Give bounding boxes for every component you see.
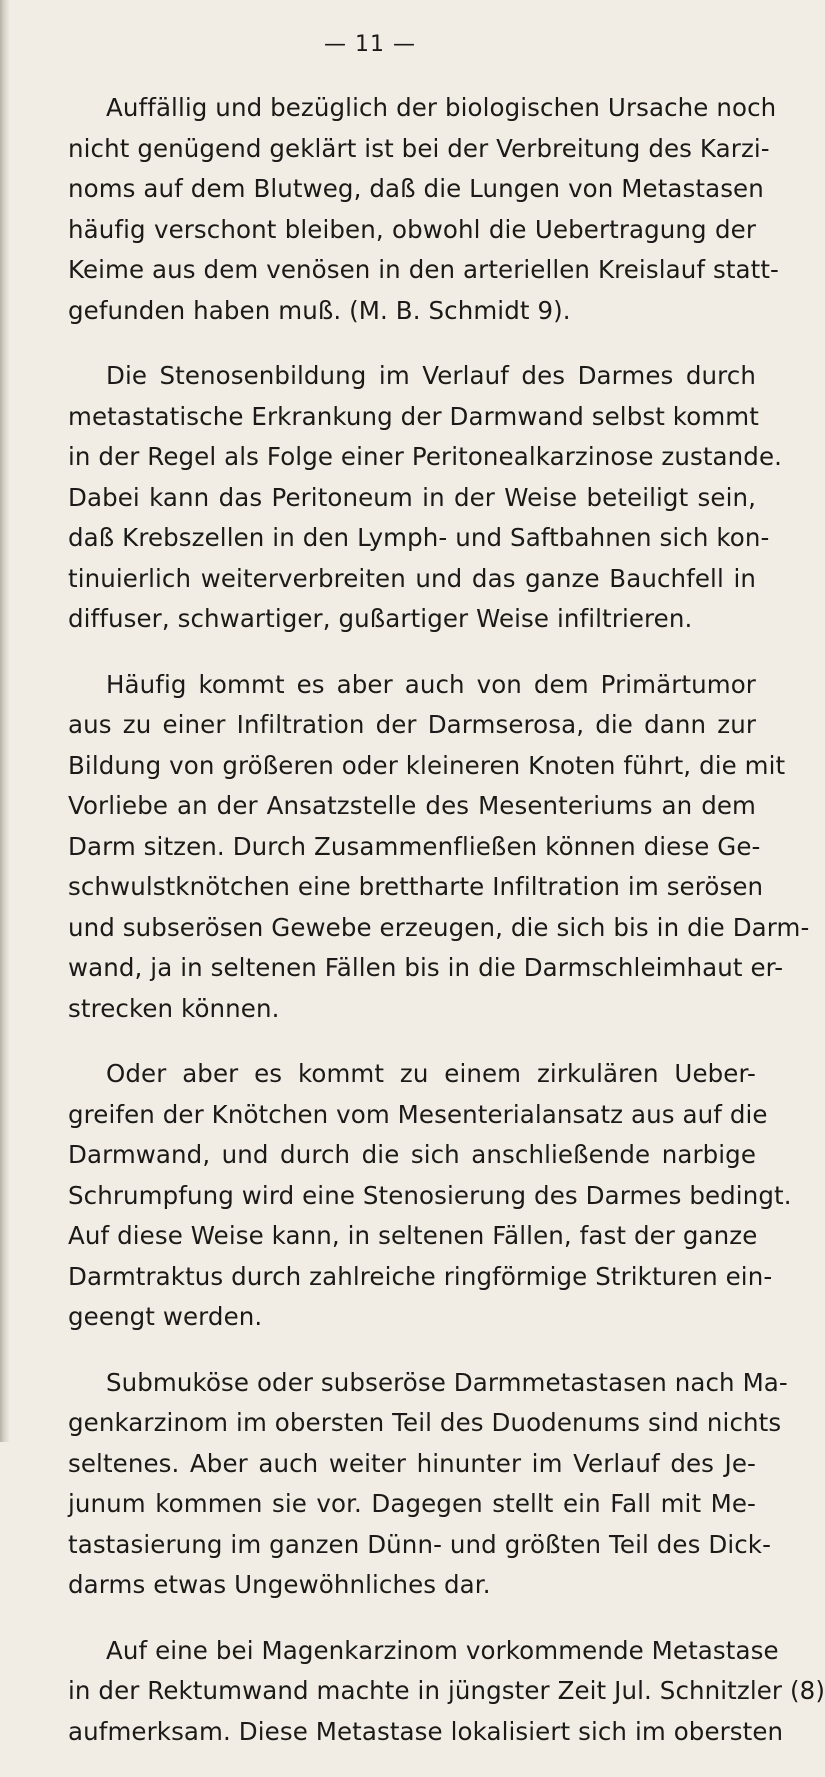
text-line: und subserösen Gewebe erzeugen, die sich bis in die Darm- <box>68 912 810 942</box>
text-line: in der Rektumwand machte in jüngster Zeit Jul. Schnitzler (8) <box>68 1676 825 1705</box>
text-line: greifen der Knötchen vom Mesenterialansatz aus auf die <box>68 1099 768 1129</box>
paragraph <box>0 356 800 640</box>
text-line: häufig verschont bleiben, obwohl die Uebertragung der <box>68 214 756 244</box>
text-line: Submuköse oder subseröse Darmmetastasen nach Ma- <box>106 1367 788 1397</box>
page-number: — 11 — <box>324 32 416 57</box>
text-line: Auf diese Weise kann, in seltenen Fällen, fast der ganze <box>68 1221 758 1250</box>
text-line: junum kommen sie vor. Dagegen stellt ein Fall mit Me- <box>68 1489 756 1518</box>
paragraph <box>0 1054 800 1338</box>
text-line: schwulstknötchen eine brettharte Infiltration im serösen <box>68 872 764 901</box>
paragraph <box>0 88 800 331</box>
text-line: strecken können. <box>68 993 280 1023</box>
text-line: Darm sitzen. Durch Zusammenfließen können diese Ge- <box>68 831 761 861</box>
text-line: Die Stenosenbildung im Verlauf des Darmes durch <box>106 361 756 390</box>
text-line: Darmwand, und durch die sich anschließende narbige <box>68 1140 756 1169</box>
text-line: Dabei kann das Peritoneum in der Weise beteiligt sein, <box>68 482 756 512</box>
text-line: tinuierlich weiterverbreiten und das ganze Bauchfell in <box>68 563 756 593</box>
text-line: tastasierung im ganzen Dünn- und größten Teil des Dick- <box>68 1529 772 1559</box>
text-line: genkarzinom im obersten Teil des Duodenums sind nichts <box>68 1408 782 1437</box>
text-line: Vorliebe an der Ansatzstelle des Mesenteriums an dem <box>68 791 756 820</box>
text-line: seltenes. Aber auch weiter hinunter im Verlauf des Je- <box>68 1448 756 1478</box>
text-line: Oder aber es kommt zu einem zirkulären Ueber- <box>106 1059 756 1088</box>
text-line: in der Regel als Folge einer Peritonealkarzinose zustande. <box>68 442 783 471</box>
text-line: Bildung von größeren oder kleineren Knoten führt, die mit <box>68 750 786 780</box>
text-line: aus zu einer Infiltration der Darmserosa, die dann zur <box>68 710 756 739</box>
body-text <box>0 88 825 1777</box>
paragraph <box>0 1631 825 1753</box>
text-line: darms etwas Ungewöhnliches dar. <box>68 1570 491 1599</box>
text-line: Darmtraktus durch zahlreiche ringförmige Strikturen ein- <box>68 1261 773 1291</box>
text-line: daß Krebszellen in den Lymph- und Saftbahnen sich kon- <box>68 523 770 552</box>
paragraph <box>0 665 810 1030</box>
text-line: geengt werden. <box>68 1302 263 1331</box>
text-line: aufmerksam. Diese Metastase lokalisiert sich im obersten <box>68 1716 784 1746</box>
text-line: gefunden haben muß. (M. B. Schmidt 9). <box>68 295 571 325</box>
text-line: Häufig kommt es aber auch von dem Primärtumor <box>106 669 756 699</box>
text-line: Auffällig und bezüglich der biologischen Ursache noch <box>106 93 777 122</box>
text-line: Keime aus dem venösen in den arteriellen Kreislauf statt- <box>68 255 779 284</box>
text-line: nicht genügend geklärt ist bei der Verbreitung des Karzi- <box>68 133 770 163</box>
text-line: Schrumpfung wird eine Stenosierung des Darmes bedingt. <box>68 1180 792 1210</box>
text-line: diffuser, schwartiger, gußartiger Weise infiltrieren. <box>68 604 693 633</box>
text-line: metastatische Erkrankung der Darmwand selbst kommt <box>68 401 759 431</box>
text-line: Auf eine bei Magenkarzinom vorkommende Metastase <box>106 1635 779 1665</box>
text-line: noms auf dem Blutweg, daß die Lungen von Metastasen <box>68 174 764 203</box>
paragraph <box>0 1363 800 1606</box>
text-line: wand, ja in seltenen Fällen bis in die Darmschleimhaut er- <box>68 953 784 982</box>
